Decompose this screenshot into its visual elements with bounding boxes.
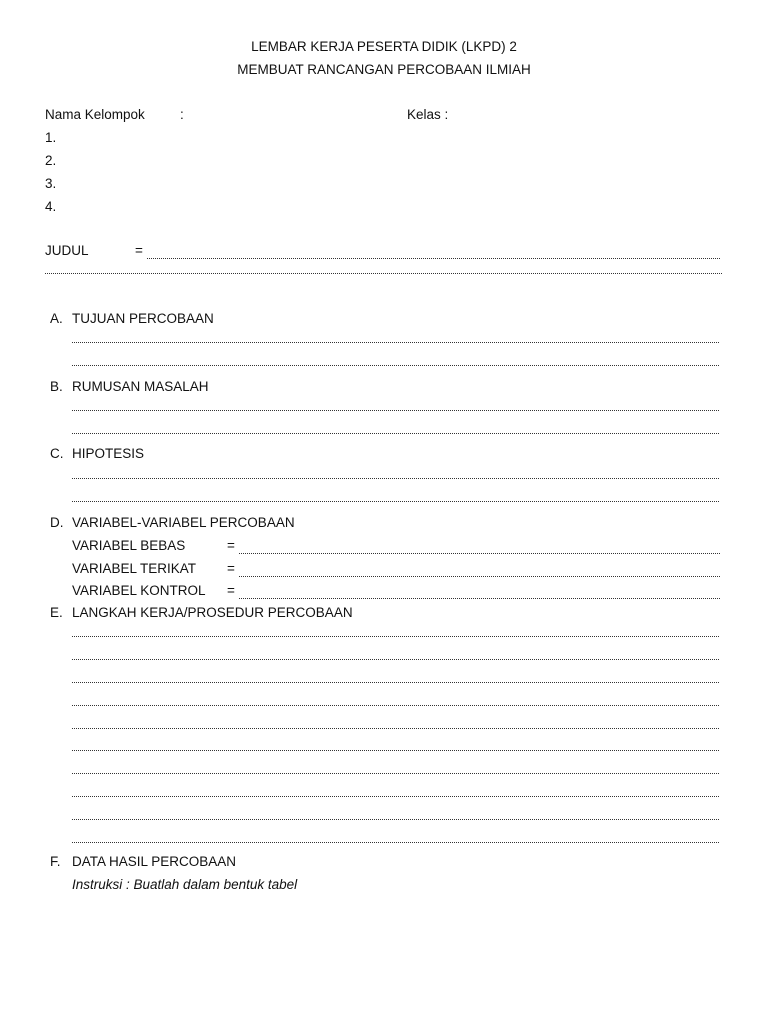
answer-line (72, 841, 719, 843)
answer-line (72, 818, 719, 820)
answer-line (72, 635, 719, 637)
section-c-letter: C. (50, 446, 64, 461)
answer-line (72, 409, 719, 411)
section-e-heading: LANGKAH KERJA/PROSEDUR PERCOBAAN (72, 605, 353, 620)
answer-line (72, 795, 719, 797)
member-number-4: 4. (45, 199, 57, 214)
section-b-letter: B. (50, 379, 63, 394)
title-dotted-line-2 (45, 272, 722, 274)
answer-line (72, 432, 719, 434)
title-field-line (135, 243, 720, 259)
answer-line (72, 341, 719, 343)
member-number-2: 2. (45, 153, 57, 168)
title-dotted-fill (147, 246, 720, 259)
variable-dependent-label: VARIABEL TERIKAT (72, 561, 197, 576)
section-a-letter: A. (50, 311, 63, 326)
variable-dependent-dots (239, 564, 720, 577)
variable-independent-label: VARIABEL BEBAS (72, 538, 186, 553)
variable-dependent-line (227, 561, 720, 577)
answer-line (72, 772, 719, 774)
answer-line (72, 658, 719, 660)
worksheet-title: LEMBAR KERJA PESERTA DIDIK (LKPD) 2 (251, 39, 517, 54)
answer-line (72, 500, 719, 502)
group-name-label: Nama Kelompok (45, 107, 145, 122)
variable-independent-dots (239, 541, 720, 554)
section-b-heading: RUMUSAN MASALAH (72, 379, 209, 394)
section-e-letter: E. (50, 605, 63, 620)
worksheet-subtitle: MEMBUAT RANCANGAN PERCOBAAN ILMIAH (237, 62, 531, 77)
variable-independent-equals: = (227, 538, 235, 553)
answer-line (72, 727, 719, 729)
section-f-heading: DATA HASIL PERCOBAAN (72, 854, 237, 869)
answer-line (72, 704, 719, 706)
section-f-letter: F. (50, 854, 61, 869)
variable-control-line (227, 583, 720, 599)
variable-control-label: VARIABEL KONTROL (72, 583, 206, 598)
variable-dependent-equals: = (227, 561, 235, 576)
answer-line (72, 477, 719, 479)
member-number-3: 3. (45, 176, 57, 191)
answer-line (72, 364, 719, 366)
variable-control-dots (239, 586, 720, 599)
group-name-colon: : (180, 107, 184, 122)
variable-independent-line (227, 538, 720, 554)
title-field-equals: = (135, 243, 143, 258)
answer-line (72, 749, 719, 751)
class-label: Kelas : (407, 107, 449, 122)
variable-control-equals: = (227, 583, 235, 598)
section-d-letter: D. (50, 515, 64, 530)
answer-line (72, 681, 719, 683)
section-d-heading: VARIABEL-VARIABEL PERCOBAAN (72, 515, 295, 530)
section-a-heading: TUJUAN PERCOBAAN (72, 311, 214, 326)
title-field-label: JUDUL (45, 243, 89, 258)
section-c-heading: HIPOTESIS (72, 446, 145, 461)
member-number-1: 1. (45, 130, 57, 145)
section-f-instruction: Instruksi : Buatlah dalam bentuk tabel (72, 877, 298, 892)
